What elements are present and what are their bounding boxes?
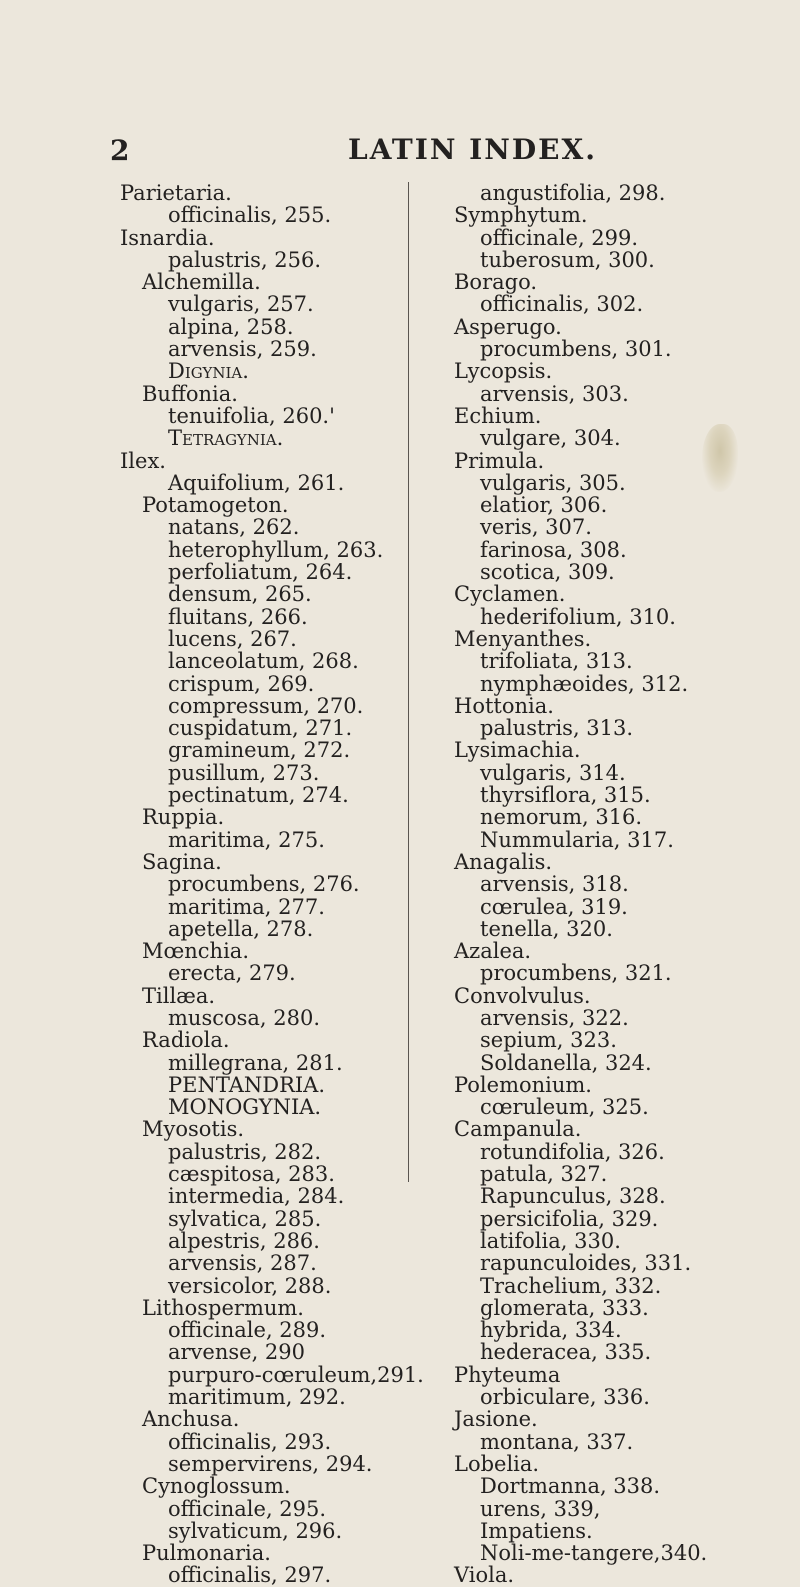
index-entry: arvensis, 303. [480, 381, 629, 406]
index-entry: Symphytum. [454, 203, 588, 228]
index-entry: Sagina. [142, 849, 222, 874]
index-entry: PENTANDRIA. [168, 1072, 326, 1097]
index-entry: Echium. [454, 403, 542, 428]
index-entry: Ruppia. [142, 805, 225, 830]
index-entry: maritimum, 292. [168, 1385, 346, 1410]
index-entry: arvensis, 322. [480, 1005, 629, 1030]
index-entry: Phyteuma [454, 1362, 561, 1387]
index-entry: fluitans, 266. [168, 604, 308, 629]
index-entry: Pulmonaria. [142, 1541, 271, 1566]
index-entry: angustifolia, 298. [480, 181, 666, 205]
index-entry: nemorum, 316. [480, 805, 643, 830]
index-entry: alpina, 258. [168, 314, 294, 339]
index-entry: Ilex. [120, 448, 166, 473]
index-entry: hederacea, 335. [480, 1340, 652, 1365]
index-entry: Tillæa. [142, 983, 216, 1008]
index-entry: Aquifolium, 261. [168, 470, 345, 495]
index-entry: Lysimachia. [454, 738, 581, 763]
index-entry: pectinatum, 274. [168, 783, 349, 808]
index-entry: veris, 307. [480, 515, 592, 540]
index-entry: elatior, 306. [480, 493, 608, 518]
index-entry: Hottonia. [454, 693, 554, 718]
index-entry: Cynoglossum. [142, 1474, 291, 1499]
index-entry: tenella, 320. [480, 916, 613, 941]
index-entry: hederifolium, 310. [480, 604, 676, 629]
page-title: LATIN INDEX. [348, 133, 597, 166]
index-entry: Cyclamen. [454, 582, 566, 607]
index-entry: Primula. [454, 448, 545, 473]
index-entry: Anagalis. [454, 849, 553, 874]
index-entry: erecta, 279. [168, 961, 296, 986]
index-entry: arvense, 290 [168, 1340, 306, 1365]
index-entry: lanceolatum, 268. [168, 649, 359, 674]
index-entry: Soldanella, 324. [480, 1050, 652, 1075]
index-entry: gramineum, 272. [168, 738, 351, 763]
index-entry: procumbens, 276. [168, 872, 360, 897]
index-entry: Polemonium. [454, 1072, 592, 1097]
index-entry: officinalis, 255. [168, 203, 332, 228]
index-entry: Jasione. [454, 1407, 538, 1432]
index-entry: MONOGYNIA. [168, 1095, 322, 1120]
index-entry: maritima, 277. [168, 894, 325, 919]
page-number: 2 [110, 134, 130, 167]
index-entry: procumbens, 321. [480, 961, 672, 986]
index-entry: sylvaticum, 296. [168, 1518, 343, 1543]
index-entry: arvensis, 318. [480, 872, 629, 897]
index-entry: officinalis, 297. [168, 1563, 332, 1587]
index-entry: officinalis, 293. [168, 1429, 332, 1454]
index-entry: perfoliatum, 264. [168, 560, 353, 585]
index-entry: muscosa, 280. [168, 1005, 321, 1030]
index-entry: Potamogeton. [142, 493, 289, 518]
index-entry: palustris, 282. [168, 1139, 322, 1164]
index-entry: arvensis, 259. [168, 337, 317, 362]
index-entry: purpuro-cœruleum,291. [168, 1362, 424, 1387]
index-entry: versicolor, 288. [168, 1273, 332, 1298]
index-entry: vulgaris, 257. [168, 292, 314, 317]
index-entry: natans, 262. [168, 515, 300, 540]
index-entry: Borago. [454, 270, 538, 295]
index-entry: arvensis, 287. [168, 1251, 317, 1276]
index-entry: montana, 337. [480, 1429, 634, 1454]
index-entry: Alchemilla. [142, 270, 261, 295]
index-entry: orbiculare, 336. [480, 1385, 650, 1410]
index-entry: Digynia. [168, 359, 249, 384]
index-entry: latifolia, 330. [480, 1228, 621, 1253]
index-entry: hybrida, 334. [480, 1318, 622, 1343]
index-entry: cuspidatum, 271. [168, 716, 353, 741]
index-entry: Mœnchia. [142, 939, 249, 964]
index-entry: trifoliata, 313. [480, 649, 633, 674]
index-entry: scotica, 309. [480, 560, 615, 585]
index-entry: glomerata, 333. [480, 1295, 649, 1320]
index-entry: Lithospermum. [142, 1295, 304, 1320]
index-entry: Isnardia. [120, 225, 215, 250]
index-entry: Rapunculus, 328. [480, 1184, 666, 1209]
index-entry: Anchusa. [142, 1407, 240, 1432]
index-entry: cæspitosa, 283. [168, 1162, 335, 1187]
index-entry: patula, 327. [480, 1162, 608, 1187]
index-entry: cœrulea, 319. [480, 894, 628, 919]
index-entry: sepium, 323. [480, 1028, 617, 1053]
index-entry: procumbens, 301. [480, 337, 672, 362]
index-entry: Convolvulus. [454, 983, 591, 1008]
index-entry: Parietaria. [120, 181, 232, 205]
index-entry: millegrana, 281. [168, 1050, 343, 1075]
index-entry: rapunculoides, 331. [480, 1251, 692, 1276]
index-entry: Campanula. [454, 1117, 582, 1142]
index-entry: tuberosum, 300. [480, 247, 655, 272]
index-entry: compressum, 270. [168, 693, 364, 718]
index-entry: maritima, 275. [168, 827, 325, 852]
index-entry: alpestris, 286. [168, 1228, 320, 1253]
right-column [432, 182, 707, 1587]
index-entry: Lobelia. [454, 1451, 540, 1476]
index-entry: lucens, 267. [168, 626, 297, 651]
index-entry: officinale, 295. [168, 1496, 327, 1521]
left-column [120, 182, 424, 1587]
index-entry: officinale, 299. [480, 225, 639, 250]
index-entry: officinale, 289. [168, 1318, 327, 1343]
index-entry: pusillum, 273. [168, 760, 320, 785]
index-entry: Impatiens. [480, 1518, 593, 1543]
index-entry: urens, 339, [480, 1496, 601, 1521]
index-entry: Viola. [454, 1563, 515, 1587]
index-entry: densum, 265. [168, 582, 312, 607]
index-entry: Radiola. [142, 1028, 230, 1053]
index-entry: sylvatica, 285. [168, 1206, 322, 1231]
index-entry: Nummularia, 317. [480, 827, 674, 852]
index-entry: palustris, 256. [168, 247, 322, 272]
index-entry: tenuifolia, 260.' [168, 403, 335, 428]
index-entry: apetella, 278. [168, 916, 314, 941]
column-divider [408, 182, 409, 1182]
index-entry: Trachelium, 332. [480, 1273, 662, 1298]
index-entry: persicifolia, 329. [480, 1206, 659, 1231]
index-entry: rotundifolia, 326. [480, 1139, 665, 1164]
index-entry: Azalea. [454, 939, 532, 964]
index-entry: Lycopsis. [454, 359, 553, 384]
index-entry: farinosa, 308. [480, 537, 627, 562]
index-entry: intermedia, 284. [168, 1184, 345, 1209]
paper-stain [702, 424, 738, 492]
index-entry: Myosotis. [142, 1117, 245, 1142]
index-entry: Asperugo. [454, 314, 562, 339]
index-entry: heterophyllum, 263. [168, 537, 384, 562]
index-entry: cœruleum, 325. [480, 1095, 649, 1120]
index-entry: officinalis, 302. [480, 292, 644, 317]
index-entry: vulgare, 304. [480, 426, 621, 451]
index-entry: vulgaris, 314. [480, 760, 626, 785]
index-entry: Noli-me-tangere,340. [480, 1541, 708, 1566]
index-entry: Menyanthes. [454, 626, 592, 651]
index-entry: Tetragynia. [168, 426, 284, 451]
index-entry: sempervirens, 294. [168, 1451, 373, 1476]
index-entry: palustris, 313. [480, 716, 634, 741]
index-entry: nymphæoides, 312. [480, 671, 689, 696]
index-entry: Buffonia. [142, 381, 238, 406]
index-entry: Dortmanna, 338. [480, 1474, 661, 1499]
index-entry: crispum, 269. [168, 671, 315, 696]
index-entry: vulgaris, 305. [480, 470, 626, 495]
index-entry: thyrsiflora, 315. [480, 783, 651, 808]
